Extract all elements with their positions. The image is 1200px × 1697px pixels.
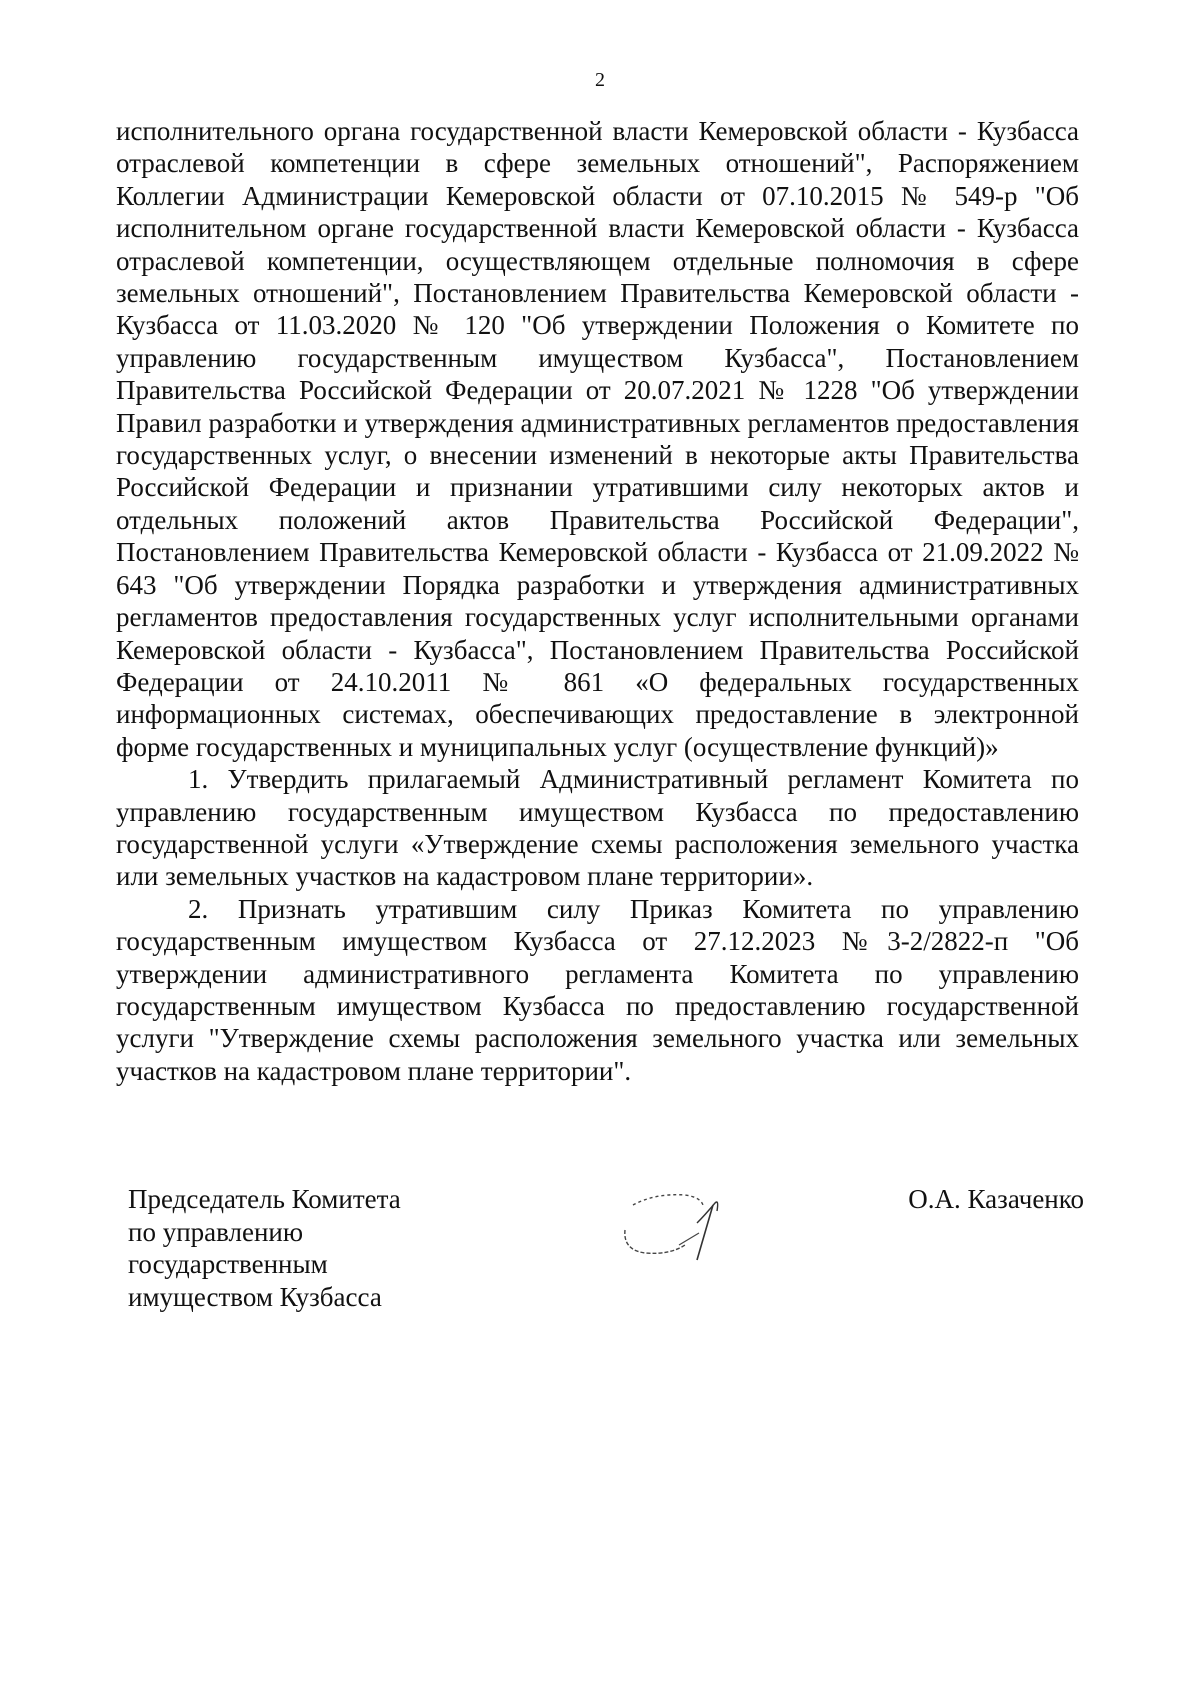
order-item-2: 2. Признать утратившим силу Приказ Комитета по управлению государственным имуществом Кузбасса от 27.12.2023 №3-2/2822-п "Об утверждении административного регламента Комитета по управлению государственным имуществом Кузбасса по предоставлению государственной услуги "Утверждение схемы расположения земельного участка или земельных участков на кадастровом плане территории". (116, 893, 1079, 1086)
signatory-position-line: Председатель Комитета (128, 1184, 401, 1214)
signatory-position-line: по управлению (128, 1216, 304, 1247)
document-body (116, 115, 1079, 1087)
order-item-1: 1. Утвердить прилагаемый Административный регламент Комитета по управлению государственным имуществом Кузбасса по предоставлению государственной услуги «Утверждение схемы расположения земельного участка или земельных участков на кадастровом плане территории». (116, 764, 1079, 892)
signatory-position-line: имуществом Кузбасса (128, 1281, 382, 1312)
page-number: 2 (595, 69, 605, 91)
signatory-name: О.А. Казаченко (908, 1184, 1084, 1214)
signatory-position-line: государственным (128, 1249, 328, 1279)
handwritten-signature (615, 1175, 770, 1270)
preamble-paragraph: исполнительного органа государственной власти Кемеровской области - Кузбасса отраслевой компетенции в сфере земельных отношений", Распоряжением Коллегии Администрации Кемеровской области от 07.10.2015 № 549-р "Об исполнительном органе государственной власти Кемеровской области - Кузбасса отраслевой компетенции, осуществляющем отдельные полномочия в сфере земельных отношений", Постановлением Правительства Кемеровской области - Кузбасса от 11.03.2020 № 120 "Об утверждении Положения о Комитете по управлению государственным имуществом Кузбасса", Постановлением Правительства Российской Федерации от 20.07.2021 № 1228 "Об утверждении Правил разработки и утверждения административных регламентов предоставления государственных услуг, о внесении изменений в некоторые акты Правительства Российской Федерации и признании утратившими силу некоторых актов и отдельных положений актов Правительства Российской Федерации", Постановлением Правительства Кемеровской области - Кузбасса от 21.09.2022 № 643 "Об утверждении Порядка разработки и утверждения административных регламентов предоставления государственных услуг исполнительными органами Кемеровской области - Кузбасса", Постановлением Правительства Российской Федерации от 24.10.2011 № 861 «О федеральных государственных информационных системах, обеспечивающих предоставление в электронной форме государственных и муниципальных услуг (осуществление функций)» (116, 116, 1079, 762)
signatory-position (128, 1183, 468, 1313)
